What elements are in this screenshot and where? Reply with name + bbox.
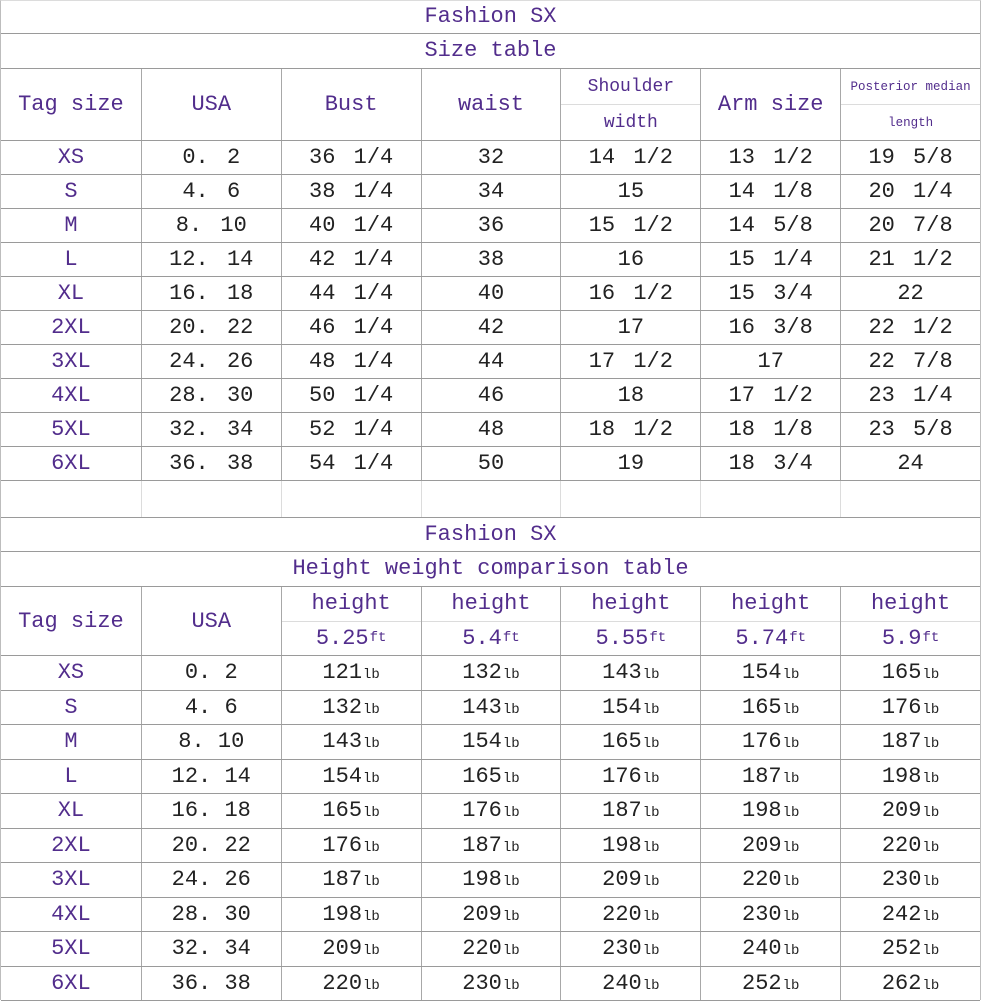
weight-table-brand-title [1, 518, 980, 552]
value-cell: 50 1/4 [281, 379, 421, 412]
unit-label: lb [643, 702, 660, 718]
unit-label: lb [922, 736, 939, 752]
value-cell: 46 [421, 379, 561, 412]
column-header-line: Shoulder [561, 69, 700, 104]
unit-label: lb [363, 874, 380, 890]
table-row [1, 829, 980, 864]
tag-size-cell: S [1, 175, 141, 208]
column-header-line: 5.74 ft [701, 621, 840, 656]
tag-size-cell: XS [1, 141, 141, 174]
value-cell: 52 1/4 [281, 413, 421, 446]
spacer-cell [1, 481, 141, 517]
value-cell: 16. 18 [141, 277, 281, 310]
table-row [1, 141, 980, 175]
table-row [1, 243, 980, 277]
table-row [1, 691, 980, 726]
column-header [700, 587, 840, 655]
unit-label: lb [783, 667, 800, 683]
table-row [1, 932, 980, 967]
value-cell: 4. 6 [141, 691, 281, 726]
value-cell: 143lb [560, 656, 700, 691]
size-table-section [1, 1, 980, 481]
value-cell: 8. 10 [141, 209, 281, 242]
value-cell: 20 1/4 [840, 175, 980, 208]
column-header-line: 5.9 ft [841, 621, 980, 656]
value-cell: 242lb [840, 898, 980, 933]
column-header-line: Bust [282, 69, 421, 140]
table-row [1, 725, 980, 760]
value-cell: 19 5/8 [840, 141, 980, 174]
value-cell: 40 1/4 [281, 209, 421, 242]
table-row [1, 760, 980, 795]
unit-label: lb [503, 943, 520, 959]
value-cell: 32 [421, 141, 561, 174]
spacer-cell [560, 481, 700, 517]
value-cell: 21 1/2 [840, 243, 980, 276]
value-cell: 209lb [421, 898, 561, 933]
unit-label: lb [783, 702, 800, 718]
value-cell: 46 1/4 [281, 311, 421, 344]
value-cell: 154lb [281, 760, 421, 795]
value-cell: 121lb [281, 656, 421, 691]
column-header-line: 5.25 ft [282, 621, 421, 656]
spacer-row [1, 481, 980, 518]
value-cell: 42 1/4 [281, 243, 421, 276]
unit-label: lb [783, 978, 800, 994]
unit-label: ft [649, 630, 666, 646]
value-cell: 220lb [281, 967, 421, 1001]
unit-label: lb [503, 805, 520, 821]
table-row [1, 898, 980, 933]
weight-table-subtitle-text: Height weight comparison table [292, 556, 688, 581]
value-cell: 176lb [421, 794, 561, 829]
column-header [141, 69, 281, 140]
value-cell: 20. 22 [141, 311, 281, 344]
value-cell: 252lb [700, 967, 840, 1001]
unit-label: lb [922, 943, 939, 959]
value-cell: 48 [421, 413, 561, 446]
spacer-cell [141, 481, 281, 517]
value-cell: 187lb [840, 725, 980, 760]
value-cell: 17 [560, 311, 700, 344]
unit-label: lb [922, 840, 939, 856]
unit-label: lb [783, 805, 800, 821]
tag-size-cell: 4XL [1, 898, 141, 933]
unit-label: lb [922, 978, 939, 994]
value-cell: 15 1/4 [700, 243, 840, 276]
value-cell: 198lb [560, 829, 700, 864]
value-cell: 209lb [281, 932, 421, 967]
value-cell: 4. 6 [141, 175, 281, 208]
weight-table-header-row [1, 587, 980, 656]
value-cell: 28. 30 [141, 379, 281, 412]
value-cell: 17 [700, 345, 840, 378]
unit-label: lb [783, 736, 800, 752]
unit-label: lb [503, 978, 520, 994]
value-cell: 187lb [421, 829, 561, 864]
tag-size-cell: 2XL [1, 829, 141, 864]
spacer-cell [281, 481, 421, 517]
value-cell: 154lb [560, 691, 700, 726]
spacer-cell [700, 481, 840, 517]
value-cell: 13 1/2 [700, 141, 840, 174]
column-header [1, 587, 141, 655]
tag-size-cell: 5XL [1, 932, 141, 967]
value-cell: 50 [421, 447, 561, 480]
weight-table-body [1, 656, 980, 1001]
tag-size-cell: 4XL [1, 379, 141, 412]
value-cell: 230lb [560, 932, 700, 967]
tag-size-cell: M [1, 209, 141, 242]
unit-label: lb [363, 771, 380, 787]
value-cell: 42 [421, 311, 561, 344]
value-cell: 36. 38 [141, 967, 281, 1001]
value-cell: 165lb [421, 760, 561, 795]
tag-size-cell: 5XL [1, 413, 141, 446]
value-cell: 40 [421, 277, 561, 310]
column-header-line: waist [422, 69, 561, 140]
value-cell: 198lb [421, 863, 561, 898]
value-cell: 12. 14 [141, 760, 281, 795]
unit-label: lb [363, 943, 380, 959]
value-cell: 176lb [560, 760, 700, 795]
unit-label: ft [789, 630, 806, 646]
value-cell: 36 [421, 209, 561, 242]
column-header [421, 587, 561, 655]
column-header-line: USA [142, 69, 281, 140]
value-cell: 209lb [700, 829, 840, 864]
table-row [1, 447, 980, 481]
table-row [1, 345, 980, 379]
unit-label: ft [922, 630, 939, 646]
tag-size-cell: L [1, 243, 141, 276]
size-table-body [1, 141, 980, 481]
unit-label: lb [643, 667, 660, 683]
column-header-line: height [561, 587, 700, 621]
value-cell: 165lb [560, 725, 700, 760]
unit-label: ft [503, 630, 520, 646]
column-header-line: height [282, 587, 421, 621]
column-header-line: height [701, 587, 840, 621]
column-header [560, 587, 700, 655]
value-cell: 36 1/4 [281, 141, 421, 174]
unit-label: lb [643, 978, 660, 994]
value-cell: 16. 18 [141, 794, 281, 829]
value-cell: 24. 26 [141, 863, 281, 898]
unit-label: lb [922, 909, 939, 925]
value-cell: 154lb [700, 656, 840, 691]
tag-size-cell: XL [1, 794, 141, 829]
value-cell: 132lb [281, 691, 421, 726]
value-cell: 187lb [281, 863, 421, 898]
value-cell: 14 5/8 [700, 209, 840, 242]
value-cell: 132lb [421, 656, 561, 691]
value-cell: 230lb [700, 898, 840, 933]
brand-title-text: Fashion SX [424, 522, 556, 547]
value-cell: 143lb [281, 725, 421, 760]
tag-size-cell: 3XL [1, 345, 141, 378]
unit-label: lb [783, 840, 800, 856]
unit-label: lb [783, 771, 800, 787]
value-cell: 24 [840, 447, 980, 480]
value-cell: 24. 26 [141, 345, 281, 378]
unit-label: lb [503, 736, 520, 752]
value-cell: 143lb [421, 691, 561, 726]
value-cell: 34 [421, 175, 561, 208]
unit-label: lb [503, 874, 520, 890]
tag-size-cell: 6XL [1, 447, 141, 480]
unit-label: lb [643, 909, 660, 925]
value-cell: 230lb [840, 863, 980, 898]
value-cell: 22 1/2 [840, 311, 980, 344]
column-header-line: 5.55 ft [561, 621, 700, 656]
column-header-line: width [561, 104, 700, 140]
weight-table-section [1, 518, 980, 1001]
column-header-line: Tag size [1, 587, 141, 655]
unit-label: lb [363, 805, 380, 821]
value-cell: 176lb [281, 829, 421, 864]
value-cell: 20 7/8 [840, 209, 980, 242]
value-cell: 198lb [700, 794, 840, 829]
table-row [1, 863, 980, 898]
value-cell: 15 1/2 [560, 209, 700, 242]
value-cell: 220lb [560, 898, 700, 933]
value-cell: 198lb [840, 760, 980, 795]
table-row [1, 656, 980, 691]
column-header [421, 69, 561, 140]
value-cell: 36. 38 [141, 447, 281, 480]
value-cell: 0. 2 [141, 141, 281, 174]
value-cell: 17 1/2 [560, 345, 700, 378]
value-cell: 16 [560, 243, 700, 276]
unit-label: lb [783, 874, 800, 890]
tag-size-cell: 2XL [1, 311, 141, 344]
unit-label: lb [643, 805, 660, 821]
unit-label: lb [363, 667, 380, 683]
table-row [1, 311, 980, 345]
value-cell: 14 1/2 [560, 141, 700, 174]
value-cell: 198lb [281, 898, 421, 933]
column-header [840, 69, 980, 140]
unit-label: lb [363, 978, 380, 994]
column-header-line: length [841, 104, 980, 140]
column-header [700, 69, 840, 140]
value-cell: 176lb [700, 725, 840, 760]
tag-size-cell: 6XL [1, 967, 141, 1001]
unit-label: lb [503, 771, 520, 787]
tag-size-cell: M [1, 725, 141, 760]
column-header [840, 587, 980, 655]
size-table-brand-title [1, 1, 980, 34]
unit-label: lb [363, 909, 380, 925]
size-table-header-row [1, 69, 980, 141]
tag-size-cell: XS [1, 656, 141, 691]
column-header-line: USA [142, 587, 281, 655]
column-header-line: 5.4 ft [422, 621, 561, 656]
value-cell: 262lb [840, 967, 980, 1001]
value-cell: 165lb [700, 691, 840, 726]
tag-size-cell: 3XL [1, 863, 141, 898]
value-cell: 165lb [281, 794, 421, 829]
value-cell: 38 [421, 243, 561, 276]
value-cell: 18 [560, 379, 700, 412]
unit-label: lb [922, 771, 939, 787]
column-header-line: Arm size [701, 69, 840, 140]
tag-size-cell: XL [1, 277, 141, 310]
size-table-subtitle-text: Size table [424, 38, 556, 63]
value-cell: 18 1/2 [560, 413, 700, 446]
column-header [281, 69, 421, 140]
unit-label: lb [643, 771, 660, 787]
value-cell: 18 1/8 [700, 413, 840, 446]
spacer-cell [421, 481, 561, 517]
column-header-line: height [841, 587, 980, 621]
unit-label: lb [643, 874, 660, 890]
unit-label: lb [643, 736, 660, 752]
table-row [1, 209, 980, 243]
value-cell: 154lb [421, 725, 561, 760]
value-cell: 209lb [560, 863, 700, 898]
unit-label: lb [643, 943, 660, 959]
value-cell: 176lb [840, 691, 980, 726]
column-header-line: Posterior median [841, 69, 980, 104]
unit-label: lb [643, 840, 660, 856]
table-row [1, 379, 980, 413]
value-cell: 22 7/8 [840, 345, 980, 378]
value-cell: 252lb [840, 932, 980, 967]
column-header [1, 69, 141, 140]
value-cell: 220lb [840, 829, 980, 864]
unit-label: lb [503, 909, 520, 925]
column-header-line: height [422, 587, 561, 621]
value-cell: 28. 30 [141, 898, 281, 933]
value-cell: 16 1/2 [560, 277, 700, 310]
table-row [1, 967, 980, 1001]
spacer-cell [840, 481, 980, 517]
value-cell: 48 1/4 [281, 345, 421, 378]
unit-label: lb [503, 667, 520, 683]
column-header [281, 587, 421, 655]
value-cell: 220lb [700, 863, 840, 898]
value-cell: 14 1/8 [700, 175, 840, 208]
value-cell: 230lb [421, 967, 561, 1001]
weight-table-subtitle [1, 552, 980, 587]
brand-title-text: Fashion SX [424, 4, 556, 29]
unit-label: lb [922, 874, 939, 890]
value-cell: 38 1/4 [281, 175, 421, 208]
column-header-line: Tag size [1, 69, 141, 140]
value-cell: 187lb [560, 794, 700, 829]
table-row [1, 277, 980, 311]
value-cell: 240lb [560, 967, 700, 1001]
table-row [1, 413, 980, 447]
unit-label: lb [363, 702, 380, 718]
value-cell: 12. 14 [141, 243, 281, 276]
unit-label: lb [503, 840, 520, 856]
tag-size-cell: L [1, 760, 141, 795]
unit-label: lb [783, 909, 800, 925]
value-cell: 220lb [421, 932, 561, 967]
value-cell: 32. 34 [141, 413, 281, 446]
unit-label: lb [922, 805, 939, 821]
tag-size-cell: S [1, 691, 141, 726]
table-row [1, 175, 980, 209]
value-cell: 165lb [840, 656, 980, 691]
value-cell: 8. 10 [141, 725, 281, 760]
value-cell: 187lb [700, 760, 840, 795]
value-cell: 19 [560, 447, 700, 480]
table-row [1, 794, 980, 829]
unit-label: lb [363, 736, 380, 752]
unit-label: lb [783, 943, 800, 959]
value-cell: 18 3/4 [700, 447, 840, 480]
value-cell: 16 3/8 [700, 311, 840, 344]
value-cell: 17 1/2 [700, 379, 840, 412]
unit-label: ft [370, 630, 387, 646]
unit-label: lb [503, 702, 520, 718]
value-cell: 22 [840, 277, 980, 310]
column-header [560, 69, 700, 140]
value-cell: 54 1/4 [281, 447, 421, 480]
value-cell: 44 [421, 345, 561, 378]
value-cell: 23 5/8 [840, 413, 980, 446]
unit-label: lb [363, 840, 380, 856]
value-cell: 209lb [840, 794, 980, 829]
value-cell: 32. 34 [141, 932, 281, 967]
value-cell: 44 1/4 [281, 277, 421, 310]
value-cell: 240lb [700, 932, 840, 967]
unit-label: lb [922, 702, 939, 718]
value-cell: 15 3/4 [700, 277, 840, 310]
column-header [141, 587, 281, 655]
value-cell: 15 [560, 175, 700, 208]
size-table-subtitle [1, 34, 980, 69]
value-cell: 0. 2 [141, 656, 281, 691]
value-cell: 20. 22 [141, 829, 281, 864]
value-cell: 23 1/4 [840, 379, 980, 412]
unit-label: lb [922, 667, 939, 683]
